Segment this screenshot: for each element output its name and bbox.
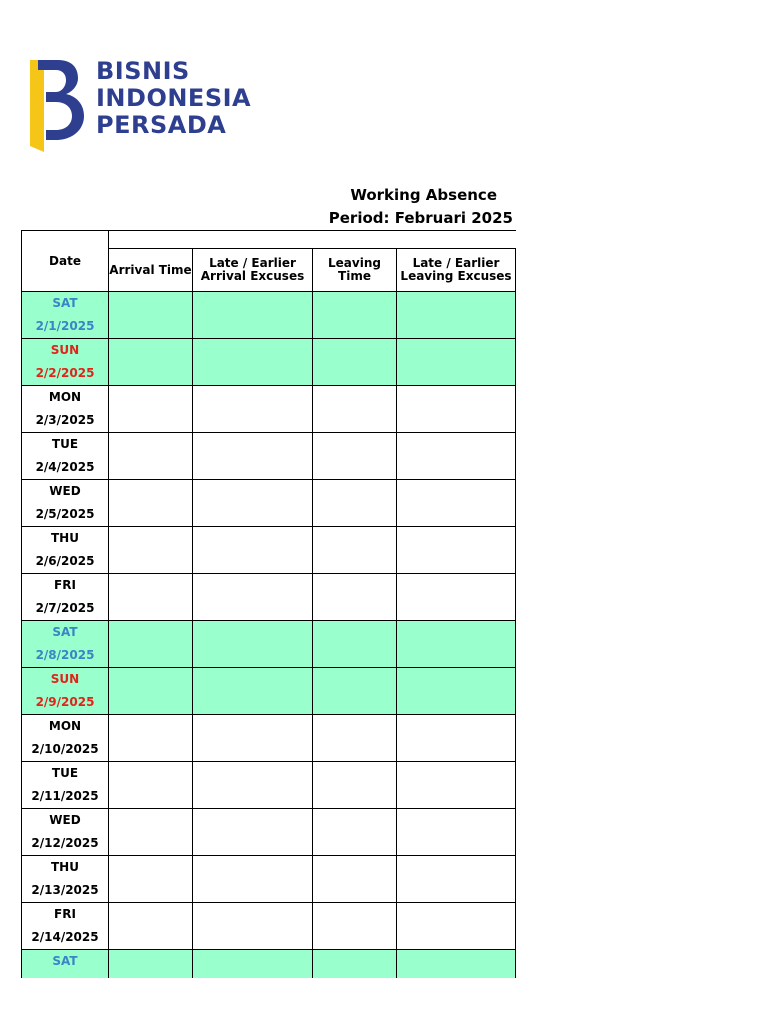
header-date: Date (22, 231, 109, 292)
date-value: 2/3/2025 (35, 413, 95, 427)
arrival-time-cell[interactable] (109, 762, 193, 809)
table-row (22, 668, 516, 715)
leaving-excuse-cell[interactable] (397, 715, 516, 762)
day-name: SAT (52, 954, 78, 968)
leaving-excuse-cell[interactable] (397, 574, 516, 621)
table-row (22, 527, 516, 574)
arrival-time-cell[interactable] (109, 527, 193, 574)
leaving-excuse-cell[interactable] (397, 856, 516, 903)
arrival-time-cell[interactable] (109, 480, 193, 527)
logo-line-3: PERSADA (96, 111, 227, 139)
date-cell (22, 856, 109, 903)
arrival-time-cell[interactable] (109, 621, 193, 668)
date-cell (22, 715, 109, 762)
page-bottom-margin (0, 978, 768, 1024)
table-row (22, 480, 516, 527)
date-value: 2/11/2025 (31, 789, 99, 803)
table-row (22, 433, 516, 480)
date-cell (22, 292, 109, 339)
day-name: WED (49, 484, 81, 498)
arrival-time-cell[interactable] (109, 903, 193, 950)
arrival-time-cell[interactable] (109, 668, 193, 715)
arrival-excuse-cell[interactable] (193, 903, 313, 950)
arrival-excuse-cell[interactable] (193, 621, 313, 668)
arrival-excuse-cell[interactable] (193, 480, 313, 527)
leaving-time-cell[interactable] (313, 856, 397, 903)
day-name: FRI (54, 578, 76, 592)
day-name: FRI (54, 907, 76, 921)
day-name: SAT (52, 625, 78, 639)
date-value: 2/1/2025 (35, 319, 95, 333)
leaving-time-cell[interactable] (313, 715, 397, 762)
table-row (22, 903, 516, 950)
leaving-time-cell[interactable] (313, 574, 397, 621)
date-value: 2/4/2025 (35, 460, 95, 474)
header-arrival-excuses-line2: Arrival Excuses (200, 269, 305, 283)
date-value: 2/2/2025 (35, 366, 95, 380)
arrival-excuse-cell[interactable] (193, 715, 313, 762)
date-cell (22, 386, 109, 433)
date-value: 2/13/2025 (31, 883, 99, 897)
document-title: Working Absence (350, 186, 497, 204)
logo-line-2: INDONESIA (96, 84, 252, 112)
leaving-time-cell[interactable] (313, 809, 397, 856)
leaving-excuse-cell[interactable] (397, 339, 516, 386)
day-name: THU (51, 860, 79, 874)
table-row (22, 715, 516, 762)
date-value: 2/6/2025 (35, 554, 95, 568)
leaving-time-cell[interactable] (313, 527, 397, 574)
table-row (22, 574, 516, 621)
day-name: WED (49, 813, 81, 827)
header-arrival-time: Arrival Time (109, 249, 193, 292)
table-row (22, 809, 516, 856)
header-leaving-excuses (397, 249, 516, 292)
leaving-time-cell[interactable] (313, 339, 397, 386)
leaving-time-cell[interactable] (313, 386, 397, 433)
date-value: 2/10/2025 (31, 742, 99, 756)
arrival-time-cell[interactable] (109, 292, 193, 339)
day-name: MON (48, 719, 82, 733)
table-row (22, 339, 516, 386)
leaving-excuse-cell[interactable] (397, 480, 516, 527)
day-name: SAT (52, 296, 78, 310)
arrival-time-cell[interactable] (109, 809, 193, 856)
arrival-excuse-cell[interactable] (193, 433, 313, 480)
date-value: 2/7/2025 (35, 601, 95, 615)
table-row (22, 386, 516, 433)
leaving-excuse-cell[interactable] (397, 527, 516, 574)
logo-b-mark (28, 56, 92, 156)
date-value: 2/12/2025 (31, 836, 99, 850)
leaving-time-cell[interactable] (313, 433, 397, 480)
logo-line-1: BISNIS (96, 57, 190, 85)
date-cell (22, 433, 109, 480)
date-cell (22, 762, 109, 809)
date-cell (22, 574, 109, 621)
absence-table (21, 230, 516, 997)
arrival-time-cell[interactable] (109, 386, 193, 433)
leaving-time-cell[interactable] (313, 903, 397, 950)
day-name: MON (48, 390, 82, 404)
arrival-time-cell[interactable] (109, 715, 193, 762)
arrival-excuse-cell[interactable] (193, 809, 313, 856)
day-name: THU (51, 531, 79, 545)
leaving-excuse-cell[interactable] (397, 433, 516, 480)
header-arrival-excuses (193, 249, 313, 292)
header-leaving-time: Leaving Time (313, 249, 397, 292)
arrival-time-cell[interactable] (109, 339, 193, 386)
table-row (22, 762, 516, 809)
leaving-time-cell[interactable] (313, 480, 397, 527)
arrival-excuse-cell[interactable] (193, 856, 313, 903)
leaving-time-cell[interactable] (313, 621, 397, 668)
arrival-excuse-cell[interactable] (193, 527, 313, 574)
date-value: 2/8/2025 (35, 648, 95, 662)
arrival-excuse-cell[interactable] (193, 668, 313, 715)
date-value: 2/9/2025 (35, 695, 95, 709)
leaving-excuse-cell[interactable] (397, 809, 516, 856)
leaving-time-cell[interactable] (313, 762, 397, 809)
logo-wordmark (96, 58, 251, 139)
leaving-excuse-cell[interactable] (397, 668, 516, 715)
day-name: TUE (51, 766, 79, 780)
leaving-time-cell[interactable] (313, 292, 397, 339)
table-row (22, 856, 516, 903)
date-cell (22, 668, 109, 715)
date-cell (22, 527, 109, 574)
date-cell (22, 809, 109, 856)
arrival-excuse-cell[interactable] (193, 339, 313, 386)
leaving-excuse-cell[interactable] (397, 903, 516, 950)
arrival-excuse-cell[interactable] (193, 386, 313, 433)
table-row (22, 621, 516, 668)
header-leaving-excuses-line1: Late / Earlier (412, 256, 500, 270)
header-arrival-excuses-line1: Late / Earlier (209, 256, 296, 270)
leaving-excuse-cell[interactable] (397, 292, 516, 339)
date-cell (22, 621, 109, 668)
header-blank-band (109, 231, 516, 249)
day-name: SUN (50, 343, 80, 357)
arrival-time-cell[interactable] (109, 574, 193, 621)
day-name: TUE (51, 437, 79, 451)
date-value: 2/14/2025 (31, 930, 99, 944)
date-cell (22, 480, 109, 527)
date-cell (22, 903, 109, 950)
leaving-excuse-cell[interactable] (397, 621, 516, 668)
header-leaving-excuses-line2: Leaving Excuses (400, 269, 512, 283)
arrival-excuse-cell[interactable] (193, 292, 313, 339)
date-value: 2/5/2025 (35, 507, 95, 521)
date-cell (22, 339, 109, 386)
period-label: Period: Februari 2025 (328, 209, 513, 227)
company-logo (22, 50, 278, 156)
leaving-time-cell[interactable] (313, 668, 397, 715)
arrival-excuse-cell[interactable] (193, 762, 313, 809)
leaving-excuse-cell[interactable] (397, 386, 516, 433)
day-name: SUN (50, 672, 80, 686)
arrival-time-cell[interactable] (109, 856, 193, 903)
arrival-excuse-cell[interactable] (193, 574, 313, 621)
table-row (22, 292, 516, 339)
leaving-excuse-cell[interactable] (397, 762, 516, 809)
arrival-time-cell[interactable] (109, 433, 193, 480)
